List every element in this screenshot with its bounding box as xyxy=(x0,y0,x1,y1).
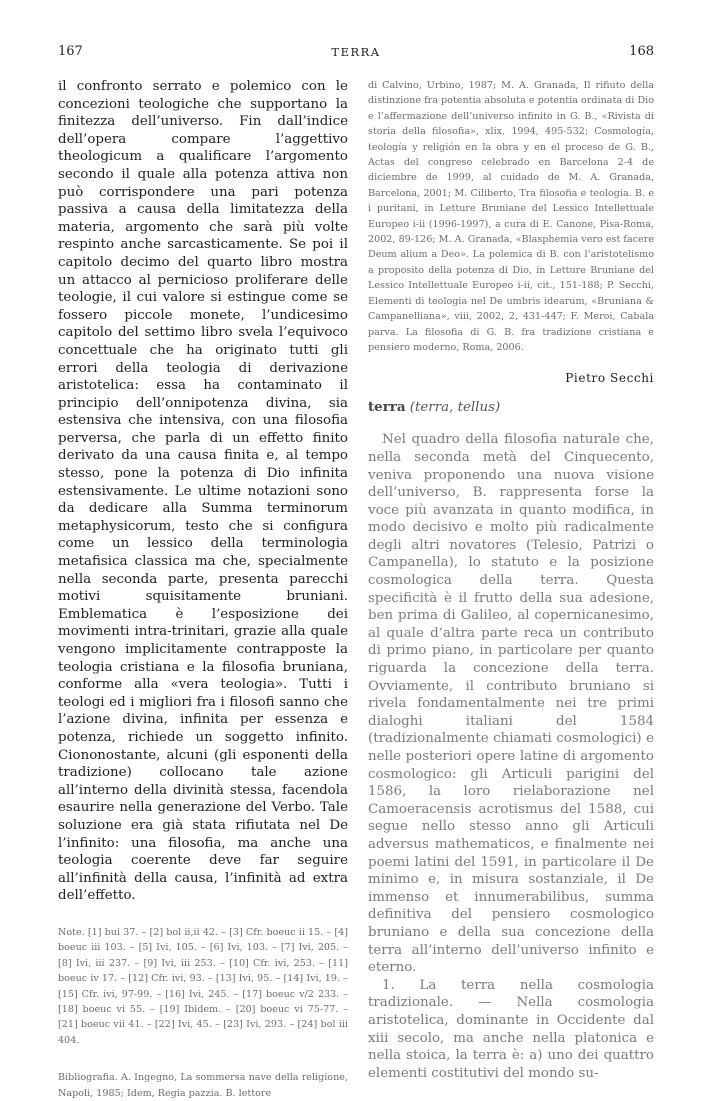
bibliography-start: Bibliografia. A. Ingegno, La sommersa nave della religione, Napoli, 1985; Idem, Regia pazzia. B. lettore xyxy=(58,1072,348,1099)
author-signature: Pietro Secchi xyxy=(565,371,654,386)
entry-body-text: Nel quadro della filosofia naturale che, nella seconda metà del Cinquecento, veniva proponendo una nuova visione dell’universo, B. rappresenta forse la voce più avanzata in quanto modifica, in modo decisivo e molto più radicalmente degli altri novatores (Telesio, Patrizi o Campanella), lo statuto e la posizione cosmologica della terra. Questa specificità è il frutto della sua adesione, ben prima di Galileo, al copernicanesimo, al quale d’altra parte reca un contributo di primo piano, in particolare per quanto riguarda la concezione della terra. Ovviamente, il contributo bruniano si rivela fondamentalmente nei tre primi dialoghi italiani del 1584 (tradizionalmente chiamati cosmologici) e nelle posteriori opere latine di argomento cosmologico: gli Articuli parigini del 1586, la loro rielaborazione nel Camoeracensis acrotismus del 1588, cui segue nello stesso anno gli Articuli adversus mathematicos, e finalmente nei poemi latini del 1591, in particolare il De minimo e, in misura sostanziale, il De immenso et innumerabilibus, summa definitiva del pensiero cosmologico bruniano e della sua concezione della terra all’interno dell’universo infinito e eterno. xyxy=(368,432,654,976)
running-title: TERRA xyxy=(331,45,381,59)
left-body-text: il confronto serrato e polemico con le concezioni teologiche che supportano la finitezza dell’universo. Fin dall’indice dell’opera compare l’aggettivo theologicum a qualificare l’argomento secondo il quale alla potenza attiva non può corrispondere una pari potenza passiva a causa della limitatezza della materia, argomento che sarà più volte respinto anche sarcasticamente. Se poi il capitolo decimo del quarto libro mostra un attacco al pernicioso proliferare delle teologie, il cui valore si estingue come se fossero piccole monete, l’undicesimo capitolo del settimo libro svela l’equivoco concettuale che ha originato tutti gli errori della teologia di derivazione aristotelica: essa ha contaminato il principio dell’onnipotenza divina, sia estensiva che intensiva, con una filosofia perversa, che parla di un effetto finito derivato da una causa finita e, al tempo stesso, pone la potenza di Dio infinita estensivamente. Le ultime notazioni sono da dedicare alla Summa terminorum metaphysicorum, testo che si configura come un lessico della terminologia metafisica classica ma che, specialmente nella seconda parte, presenta parecchi motivi squisitamente bruniani. Emblematica è l’esposizione dei movimenti intra-trinitari, grazie alla quale vengono implicitamente contrapposte la teologia cristiana e la filosofia bruniana, conforme alla «vera teologia». Tutti i teologi ed i migliori fra i filosofi sanno che l’azione divina, infinita per essenza e potenza, richiede un soggetto infinito. Ciononostante, alcuni (gli esponenti della tradizione) collocano tale azione all’interno della divinità stessa, facendola esaurire nella generazione del Verbo. Tale soluzione era già stata rifiutata nel De l’infinito: una filosofia, ma anche una teologia coerente deve far seguire all’infinità della causa, l’infinità ad extra dell’effetto. xyxy=(58,79,348,904)
headword-term: terra xyxy=(368,399,406,416)
page-number-left: 167 xyxy=(58,44,83,59)
entry-headword xyxy=(368,399,654,415)
footnotes: Note. [1] bui 37. – [2] bol ii,ii 42. – [3] Cfr. boeuc ii 15. – [4] boeuc iii 103. – [5] Ivi, 105. – [6] Ivi, 103. – [7] Ivi, 205. – [8] Ivi, iii 237. – [9] Ivi, iii 253. – [10] Cfr. ivi, 253. – [11] boeuc iv 17. – [12] Cfr. ivi, 93. – [13] Ivi, 95. – [14] Ivi, 19. – [15] Cfr. ivi, 97-99. – [16] Ivi, 245. – [17] boeuc v/2 233. – [18] boeuc vi 55. – [19] Ibidem. – [20] boeuc vi 75-77. – [21] boeuc vii 41. – [22] Ivi, 45. – [23] Ivi, 293. – [24] bol iii 404. xyxy=(58,926,348,1046)
section-heading-paragraph: 1. La terra nella cosmologia tradizionale. — Nella cosmologia aristotelica, dominante in Occidente dal xiii secolo, ma anche nella platonica e nella stoica, la terra è: a) uno dei quattro elementi costitutivi del mondo su- xyxy=(368,977,654,1081)
page-number-right: 168 xyxy=(629,44,654,59)
running-header xyxy=(58,44,654,64)
bibliography-continued: di Calvino, Urbino, 1987; M. A. Granada, Il rifiuto della distinzione fra potentia absoluta e potentia ordinata di Dio e l’affermazione dell’universo infinito in G. B., «Rivista di storia della filosofia», xlix, 1994, 495-532; Cosmología, teología y religión en la obra y en el proceso de G. B., Actas del congreso celebrado en Barcelona 2-4 de diciembre de 1999, al cuidado de M. A. Granada, Barcelona, 2001; M. Ciliberto, Tra filosofia e teologia. B. e i puritani, in Letture Bruniane del Lessico Intellettuale Europeo i-ii (1996-1997), a cura di E. Canone, Pisa-Roma, 2002, 89-126; M. A. Granada, «Blasphemia vero est facere Deum alium a Deo». La polemica di B. con l’aristotelismo a proposito della potenza di Dio, in Letture Bruniane del Lessico Intellettuale Europeo i-ii, cit., 151-188; P. Secchi, Elementi di teologia nel De umbris idearum, «Bruniana & Campanelliana», viii, 2002, 2, 431-447; F. Meroi, Cabala parva. La filosofia di G. B. fra tradizione cristiana e pensiero moderno, Roma, 2006. xyxy=(368,80,654,353)
right-column xyxy=(368,78,654,1082)
headword-variants: (terra, tellus) xyxy=(409,400,501,416)
left-column xyxy=(58,78,348,1101)
